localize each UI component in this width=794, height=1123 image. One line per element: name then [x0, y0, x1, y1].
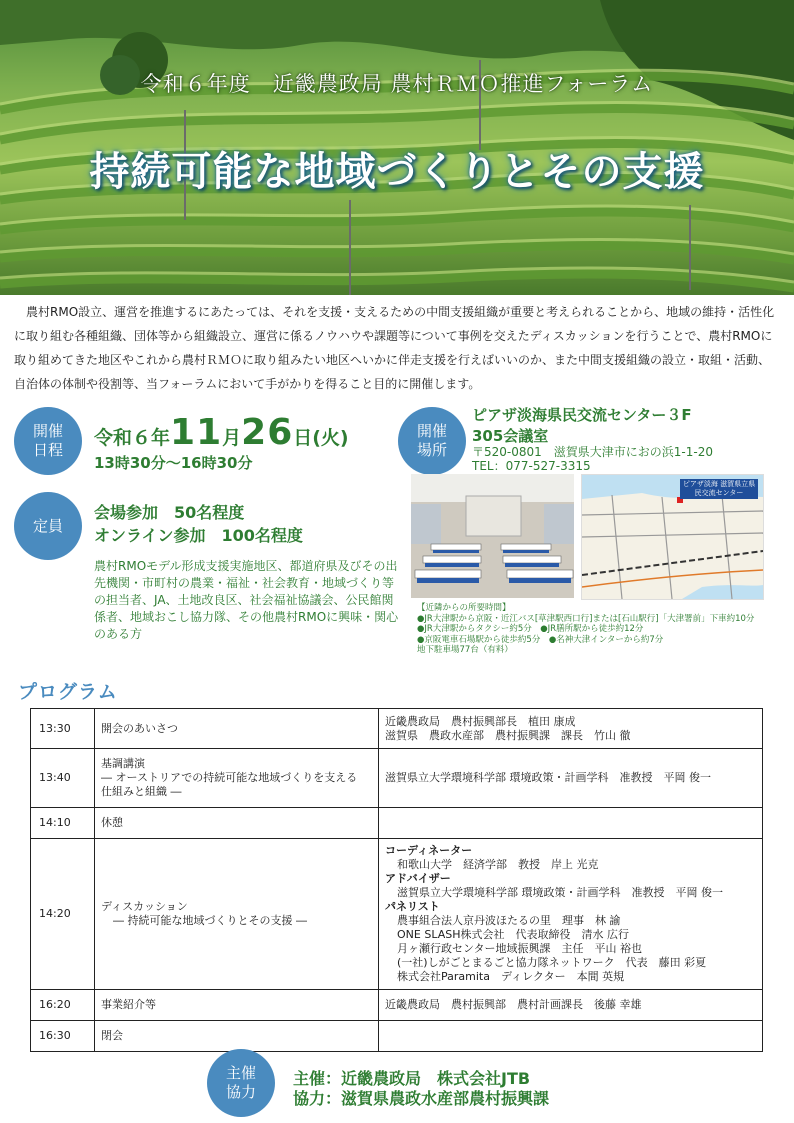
venue-address: 〒520-0801 滋賀県大津市におの浜1-1-20 [472, 445, 713, 459]
date-badge [14, 407, 82, 475]
program-table [30, 708, 763, 1052]
date-month-unit: 月 [222, 427, 242, 449]
program-title: 休憩 [95, 808, 379, 839]
speaker: 滋賀県立大学環境科学部 環境政策・計画学科 准教授 平岡 俊一 [379, 749, 763, 808]
venue-capacity: 会場参加 50名程度 [94, 503, 245, 522]
coordinator-heading: コーディネーター [385, 844, 473, 857]
table-row [31, 1021, 763, 1052]
organizer-badge-line1: 主催 [225, 1064, 256, 1082]
access-line: ●京阪電車石場駅から徒歩約5分 ●名神大津インターから約7分 [417, 634, 664, 645]
program-title [95, 749, 379, 808]
access-heading: 【近隣からの所要時間】 [417, 603, 511, 613]
discussion-title: ディスカッション [101, 900, 188, 913]
advisor-heading: アドバイザー [385, 872, 451, 885]
forum-title: 持続可能な地域づくりとその支援 [89, 149, 705, 195]
program-title: 閉会 [95, 1021, 379, 1052]
program-title: 事業紹介等 [95, 990, 379, 1021]
speaker: 近畿農政局 農村振興部 農村計画課長 後藤 幸雄 [379, 990, 763, 1021]
table-row [31, 990, 763, 1021]
program-title [95, 839, 379, 990]
keynote-subtitle: ― オーストリアでの持続可能な地域づくりを支える [101, 771, 358, 784]
access-info [417, 603, 767, 656]
program-time: 14:10 [31, 808, 95, 839]
program-speakers [379, 808, 763, 839]
access-line: 地下駐車場77台（有料） [417, 645, 513, 655]
speaker: 近畿農政局 農村振興部長 植田 康成 [385, 714, 576, 728]
date-era: 令和６年 [94, 427, 171, 449]
date-day-unit: 日(火) [293, 427, 349, 449]
panelist: ONE SLASH株式会社 代表取締役 清水 広行 [397, 928, 629, 941]
venue-badge-line2: 場所 [416, 441, 447, 459]
conference-room-photo [411, 474, 574, 598]
venue-badge-line1: 開催 [416, 422, 447, 440]
map-venue-label: ピアザ淡海 滋賀県立県民交流センター [680, 479, 758, 499]
date-badge-line2: 日程 [32, 441, 63, 459]
advisor: 滋賀県立大学環境科学部 環境政策・計画学科 准教授 平岡 俊一 [397, 886, 723, 899]
panelist: 株式会社Paramita ディレクター 本間 英規 [397, 970, 625, 983]
cooperation-organizer: 協力：滋賀県農政水産部農村振興課 [293, 1089, 550, 1108]
venue-name: ピアザ淡海県民交流センター３F [472, 406, 692, 424]
table-row [31, 749, 763, 808]
table-row [31, 709, 763, 749]
program-speakers [379, 709, 763, 749]
program-heading: プログラム [18, 681, 118, 703]
coordinator: 和歌山大学 経済学部 教授 岸上 光克 [397, 858, 599, 871]
forum-subtitle: 令和６年度 近畿農政局 農村ＲＭＯ推進フォーラム [140, 72, 654, 96]
intro-paragraph: 農村RMO設立、運営を推進するにあたっては、それを支援・支えるための中間支援組織が重要と考えられることから、地域の維持・活性化に取り組む各種組織、団体等から組織設立、運営に係るノウハウや課題等について事例を交えたディスカッションを行うことで、農村RMOに取り組めてきた地区やこれから農村ＲＭＯに取り組みたい地区へいかに伴走支援を行えばいいのか、また中間支援組織の設立・取組・活動、自治体の体制や役割等、当フォーラムにおいて手がかりを得ること目的に開催します。 [14, 305, 775, 391]
keynote-title: 基調講演 [101, 757, 145, 770]
capacity-badge-label: 定員 [32, 516, 63, 535]
panelist-heading: パネリスト [385, 900, 440, 913]
date-badge-line1: 開催 [32, 422, 63, 440]
table-row [31, 808, 763, 839]
venue-room: 305会議室 [472, 427, 549, 445]
host-organizer: 主催：近畿農政局 株式会社JTB [293, 1069, 531, 1088]
capacity-badge [14, 492, 82, 560]
panelist: (一社)しがごとまるごと協力隊ネットワーク 代表 藤田 彩夏 [397, 956, 707, 969]
online-capacity: オンライン参加 100名程度 [94, 526, 303, 545]
program-speakers [379, 839, 763, 990]
access-line: ●JR大津駅から京阪・近江バス[草津駅西口行]または[石山駅行]「大津署前」下車約10分 [417, 613, 755, 624]
keynote-subtitle-cont: 仕組みと組織 ― [101, 785, 182, 798]
program-time: 16:30 [31, 1021, 95, 1052]
event-date [94, 412, 349, 453]
access-line: ●JR大津駅からタクシー約5分 ●JR膳所駅から徒歩約12分 [417, 624, 644, 634]
organizer-badge [207, 1049, 275, 1117]
organizer-badge-line2: 協力 [225, 1083, 256, 1101]
venue-badge [398, 407, 466, 475]
program-time: 14:20 [31, 839, 95, 990]
target-audience: 農村RMOモデル形成支援実施地区、都道府県及びその出先機関・市町村の農業・福祉・社会教育・地域づくり等の担当者、JA、土地改良区、社会福祉協議会、公民館関係者、地域おこし協力隊、その他農村RMOに興味・関心のある方 [94, 559, 399, 641]
panelist: 月ヶ瀬行政センター地域振興課 主任 平山 裕也 [397, 942, 643, 955]
date-day: 26 [241, 412, 294, 453]
venue-map [581, 474, 764, 600]
discussion-subtitle: ― 持続可能な地域づくりとその支援 ― [113, 914, 307, 927]
hero-banner [0, 0, 794, 295]
speaker: 滋賀県 農政水産部 農村振興課 課長 竹山 徹 [385, 728, 631, 742]
panelist: 農事組合法人京丹波ほたるの里 理事 林 諭 [397, 914, 621, 927]
venue-tel: TEL：077-527-3315 [472, 459, 591, 473]
program-time: 16:20 [31, 990, 95, 1021]
program-speakers [379, 1021, 763, 1052]
program-time: 13:30 [31, 709, 95, 749]
event-time: 13時30分～16時30分 [94, 454, 253, 472]
date-month: 11 [170, 412, 223, 453]
program-time: 13:40 [31, 749, 95, 808]
program-title: 開会のあいさつ [95, 709, 379, 749]
table-row [31, 839, 763, 990]
